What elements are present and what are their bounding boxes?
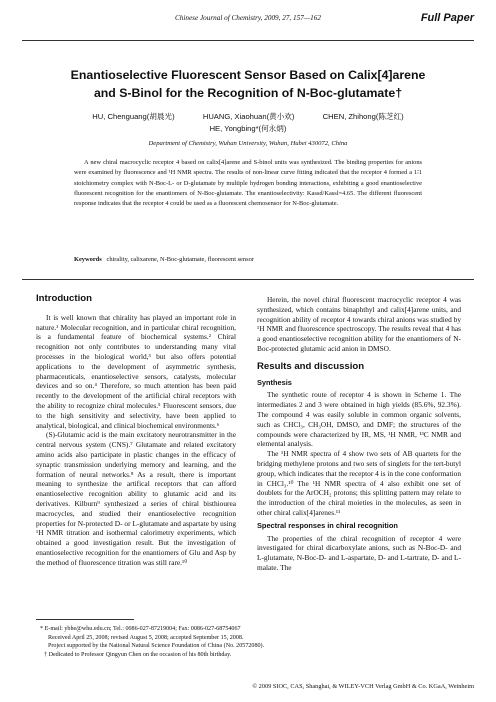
author-list	[30, 111, 466, 135]
keywords-label: Keywords	[74, 256, 102, 263]
footnote-rule	[36, 619, 134, 620]
journal-citation: Chinese Journal of Chemistry, 2009, 27, 157—162	[175, 14, 321, 22]
header-rule	[22, 40, 474, 41]
title-line-1: Enantioselective Fluorescent Sensor Based on Calix[4]arene	[70, 68, 426, 82]
author-3: CHEN, Zhihong(陈芝红)	[322, 112, 404, 121]
author-1: HU, Chenguang(胡晨光)	[92, 112, 175, 121]
section-heading-introduction: Introduction	[36, 293, 92, 304]
right-column	[257, 295, 461, 573]
copyright-notice: © 2009 SIOC, CAS, Shanghai, & WILEY-VCH Verlag GmbH & Co. KGaA, Weinheim	[252, 683, 474, 690]
paragraph: It is well known that chirality has played an important role in nature.¹ Molecular recognition, and in particular chiral recognition, is a fundamental feature of biochemical systems.² Chiral recognition not only contributes to understanding many vital processes in the biological world,³ but also offers potential applications to the development of asymmetric synthesis, pharmaceuticals, enantioselective sensors, catalysts, molecular devices and so on.⁴ Therefore, so much attention has been paid recently to the development of the artificial chiral receptors with the ability to recognize chiral molecules.⁵ Fluorescent sensors, due to the high sensitivity and selectivity, have been applied to analytical, biological, and clinical biochemical environments.⁶	[36, 312, 236, 430]
article-title	[30, 66, 466, 102]
keywords	[74, 256, 422, 263]
paragraph: The synthetic route of receptor 4 is shown in Scheme 1. The intermediates 2 and 3 were obtained in high yields (85.6%, 92.3%). The compound 4 was easily soluble in common organic solvents, such as CHCl₃, CH₃OH, DMSO, and DMF; the structures of the compounds were characterized by IR, MS, ¹H NMR, ¹³C NMR and elemental analysis.	[257, 390, 461, 449]
footnote-funding: Project supported by the National Natural Science Foundation of China (No. 20572080).	[48, 643, 265, 650]
affiliation: Department of Chemistry, Wuhan University, Wuhan, Hubei 430072, China	[148, 140, 348, 147]
paragraph: (S)-Glutamic acid is the main excitatory neurotransmitter in the central nervous system (CNS).⁷ Glutamate and related excitatory amino acids also participate in plastic changes in the efficacy of synaptic transmission underlying memory and learning, and the formation of neural networks.⁸ As a result, there is important meaning to synthesize the artifical receptors that can afford enantioselective recognition ability to glutamic acid and its derivatives. Kilburn⁹ synthesized a series of chiral bisthiourea macrocycles, and studied their enantioselective recognition properties for N-protected D- or L-glutamate and aspartate by using ¹H NMR titration and isothermal calorimetry experiments, which obtained a good investigation result. But the investigation of enantioselective recognition for the enantiomers of Glu and Asp by the method of fluorescence titration was still rare.¹⁰	[36, 430, 236, 567]
footnote-received: Received April 25, 2008; revised August 5, 2008; accepted September 15, 2008.	[48, 634, 244, 641]
paragraph: The properties of the chiral recognition of receptor 4 were investigated for chiral dicarboxylate anions, such as N-Boc-D- and L-glutamate, N-Boc-D- and L-aspartate, D- and L-tartrate, D- and L-malate. The	[257, 533, 461, 572]
author-2: HUANG, Xiaohuan(黄小欢)	[202, 112, 295, 121]
author-4: HE, Yongbing*(何永炳)	[209, 124, 287, 133]
footnote-dedication: † Dedicated to Professor Qingyun Chen on the occasion of his 80th birthday.	[44, 651, 232, 658]
section-label: Full Paper	[420, 12, 474, 24]
title-line-2: and S-Binol for the Recognition of N-Boc-glutamate†	[93, 86, 403, 100]
abstract-rule	[22, 279, 474, 280]
footnote-email: * E-mail: ybhe@whu.edu.cn; Tel.: 0086-027-87219004; Fax: 0086-027-68754067	[40, 626, 241, 632]
left-column	[36, 294, 236, 568]
subheading-synthesis: Synthesis	[257, 377, 292, 387]
paragraph: Herein, the novel chiral fluorescent macrocyclic receptor 4 was synthesized, which contains binaphthyl and calix[4]arene units, and recognition ability of receptor 4 towards chiral anions was studied by ¹H NMR and fluorescence spectroscopy. The results reveal that 4 has a good enantioselective recognition ability for the enantiomers of N-Boc-protected glutamic acid anion in DMSO.	[257, 295, 461, 353]
paragraph: The ¹H NMR spectra of 4 show two sets of AB quartets for the bridging methylene protons and two sets of singlets for the tert-butyl group, which indicates that the receptor 4 is in the cone conformation in CHCl₃.¹⁰ The ¹H NMR spectra of 4 also exhibit one set of doublets for the ArOCH₂ protons; this splitting pattern may relate to the introduction of the chiral moieties in the molecules, as seen in other chiral calix[4]arenes.¹¹	[257, 449, 461, 517]
subheading-spectral: Spectral responses in chiral recognition	[257, 520, 398, 530]
section-heading-results: Results and discussion	[257, 360, 365, 372]
keywords-text: chirality, calixarene, N-Boc-glutamate, fluorescent sensor	[106, 256, 254, 263]
footnotes	[40, 625, 460, 659]
abstract: A new chiral macrocyclic receptor 4 based on calix[4]arene and S-binol units was synthesized. The binding properties for anions were examined by fluorescence and ¹H NMR spectra. The results of non-linear curve fitting indicated that the receptor 4 formed a 1∶1 stoichiometry complex with N-Boc-L- or D-glutamate by multiple hydrogen bonding interactions, exhibiting a good enantioselective fluorescent recognition for the enantiomers of N-Boc-glutamate. The enantioselectivity: Kassd/Kassl=4.65. The different fluorescent response indicates that the receptor 4 could be used as a fluorescent chemosensor for N-Boc-glutamate.	[74, 159, 422, 208]
